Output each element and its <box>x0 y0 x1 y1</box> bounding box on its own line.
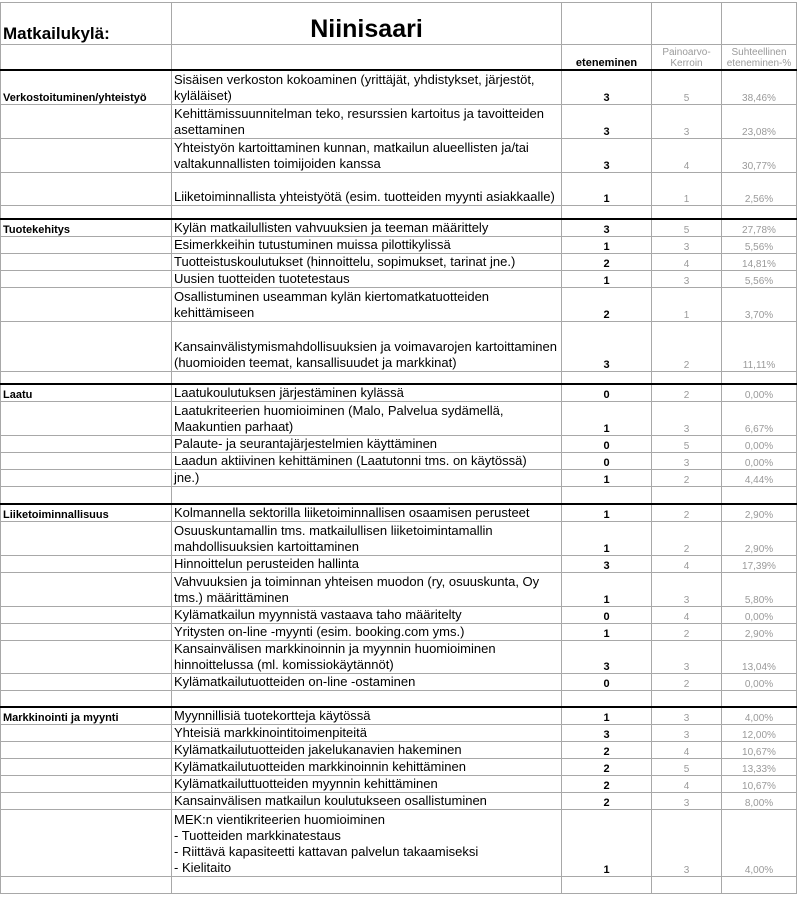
empty-cell <box>1 690 172 707</box>
table-row <box>1 793 797 810</box>
weight-value: 2 <box>652 673 722 690</box>
empty-cell <box>1 270 172 287</box>
progress-value: 0 <box>562 673 652 690</box>
table-row <box>1 402 797 436</box>
progress-value: 2 <box>562 776 652 793</box>
empty-cell <box>1 321 172 371</box>
table-row <box>1 725 797 742</box>
task-text <box>172 690 562 707</box>
table-row <box>1 572 797 606</box>
empty-cell <box>1 793 172 810</box>
weight-value: 3 <box>652 725 722 742</box>
relative-progress-value: 13,33% <box>722 759 797 776</box>
task-text: Kehittämissuunnitelman teko, resurssien kartoitus ja tavoitteiden asettaminen <box>172 105 562 139</box>
weight-value <box>652 690 722 707</box>
task-text: Sisäisen verkoston kokoaminen (yrittäjät, yhdistykset, järjestöt, kyläläiset) <box>172 70 562 105</box>
column-header-row <box>1 45 797 70</box>
section-name: Tuotekehitys <box>1 219 172 237</box>
relative-column-header <box>722 45 797 70</box>
progress-value: 3 <box>562 555 652 572</box>
weight-value <box>652 877 722 894</box>
empty-cell <box>1 606 172 623</box>
relative-progress-value: 0,00% <box>722 606 797 623</box>
table-row <box>1 673 797 690</box>
weight-value: 2 <box>652 321 722 371</box>
task-text <box>172 877 562 894</box>
progress-value: 1 <box>562 236 652 253</box>
relative-progress-value: 10,67% <box>722 776 797 793</box>
relative-progress-value <box>722 690 797 707</box>
relative-progress-value: 30,77% <box>722 139 797 173</box>
empty-cell <box>1 45 172 70</box>
relative-progress-value: 2,90% <box>722 623 797 640</box>
task-text: Myynnillisiä tuotekortteja käytössä <box>172 707 562 725</box>
weight-value: 1 <box>652 287 722 321</box>
table-row <box>1 384 797 402</box>
progress-value: 0 <box>562 453 652 470</box>
relative-progress-value <box>722 206 797 219</box>
weight-value: 4 <box>652 139 722 173</box>
weight-value: 3 <box>652 402 722 436</box>
table-row <box>1 555 797 572</box>
weight-value <box>652 206 722 219</box>
task-text: Palaute- ja seurantajärjestelmien käyttäminen <box>172 436 562 453</box>
task-text: Laatukoulutuksen järjestäminen kylässä <box>172 384 562 402</box>
empty-cell <box>1 139 172 173</box>
empty-cell <box>1 470 172 487</box>
empty-cell <box>1 640 172 673</box>
relative-progress-value <box>722 877 797 894</box>
table-row <box>1 173 797 206</box>
task-text: Laadun aktiivinen kehittäminen (Laatutonni tms. on käytössä) <box>172 453 562 470</box>
weight-value: 2 <box>652 521 722 555</box>
progress-value: 3 <box>562 105 652 139</box>
empty-cell <box>1 810 172 877</box>
progress-value: 3 <box>562 640 652 673</box>
relative-progress-value: 11,11% <box>722 321 797 371</box>
weight-value: 4 <box>652 776 722 793</box>
weight-value: 4 <box>652 742 722 759</box>
relative-progress-value: 3,70% <box>722 287 797 321</box>
task-text: Kansainvälisen markkinoinnin ja myynnin huomioiminen hinnoittelussa (ml. komissiokäytännöt) <box>172 640 562 673</box>
spacer-row <box>1 371 797 384</box>
relative-progress-value: 5,56% <box>722 236 797 253</box>
weight-value: 4 <box>652 253 722 270</box>
section-name: Verkostoituminen/yhteistyö <box>1 70 172 105</box>
spacer-row <box>1 487 797 504</box>
table-row <box>1 606 797 623</box>
empty-cell <box>652 3 722 45</box>
progress-value: 1 <box>562 623 652 640</box>
weight-value: 5 <box>652 219 722 237</box>
progress-value <box>562 487 652 504</box>
progress-value <box>562 206 652 219</box>
weight-value: 3 <box>652 105 722 139</box>
progress-value: 3 <box>562 725 652 742</box>
progress-column-header: eteneminen <box>562 45 652 70</box>
task-text: Kolmannella sektorilla liiketoiminnallisen osaamisen perusteet <box>172 504 562 522</box>
table-row <box>1 139 797 173</box>
task-text: Vahvuuksien ja toiminnan yhteisen muodon (ry, osuuskunta, Oy tms.) määrittäminen <box>172 572 562 606</box>
progress-value: 1 <box>562 707 652 725</box>
village-name: Niinisaari <box>172 3 562 45</box>
table-row <box>1 436 797 453</box>
empty-cell <box>1 742 172 759</box>
weight-value: 3 <box>652 236 722 253</box>
weight-value: 3 <box>652 707 722 725</box>
empty-cell <box>1 555 172 572</box>
progress-value: 2 <box>562 287 652 321</box>
empty-cell <box>722 3 797 45</box>
weight-value: 3 <box>652 810 722 877</box>
relative-progress-value: 0,00% <box>722 436 797 453</box>
task-text: Yhteisiä markkinointitoimenpiteitä <box>172 725 562 742</box>
empty-cell <box>172 45 562 70</box>
table-row <box>1 810 797 877</box>
relative-progress-value: 23,08% <box>722 105 797 139</box>
weight-value: 4 <box>652 606 722 623</box>
empty-cell <box>1 253 172 270</box>
weight-value: 5 <box>652 70 722 105</box>
task-text: Osallistuminen useamman kylän kiertomatkatuotteiden kehittämiseen <box>172 287 562 321</box>
table-row <box>1 70 797 105</box>
progress-value: 3 <box>562 139 652 173</box>
table-row <box>1 623 797 640</box>
table-row <box>1 253 797 270</box>
progress-value: 3 <box>562 70 652 105</box>
task-text: jne.) <box>172 470 562 487</box>
progress-value: 1 <box>562 572 652 606</box>
empty-cell <box>1 623 172 640</box>
weight-value <box>652 371 722 384</box>
relative-progress-value: 5,80% <box>722 572 797 606</box>
task-text <box>172 371 562 384</box>
relative-progress-value: 4,44% <box>722 470 797 487</box>
relative-progress-value: 5,56% <box>722 270 797 287</box>
table-row <box>1 521 797 555</box>
weight-value <box>652 487 722 504</box>
progress-value: 0 <box>562 436 652 453</box>
progress-value: 2 <box>562 793 652 810</box>
table-row <box>1 504 797 522</box>
progress-value: 0 <box>562 384 652 402</box>
tourism-village-table <box>0 2 797 894</box>
weight-header-line1: Painoarvo- <box>662 46 711 58</box>
progress-value: 1 <box>562 402 652 436</box>
spacer-row <box>1 206 797 219</box>
progress-value: 2 <box>562 759 652 776</box>
relative-progress-value: 0,00% <box>722 384 797 402</box>
weight-value: 3 <box>652 793 722 810</box>
relative-progress-value: 4,00% <box>722 707 797 725</box>
relative-progress-value <box>722 487 797 504</box>
progress-value: 1 <box>562 810 652 877</box>
relative-progress-value: 0,00% <box>722 453 797 470</box>
table-row <box>1 453 797 470</box>
empty-cell <box>1 453 172 470</box>
section-name: Markkinointi ja myynti <box>1 707 172 725</box>
village-label: Matkailukylä: <box>1 3 172 45</box>
weight-value: 2 <box>652 504 722 522</box>
relative-progress-value: 12,00% <box>722 725 797 742</box>
relative-header-line2: eteneminen-% <box>726 57 792 69</box>
empty-cell <box>562 3 652 45</box>
empty-cell <box>1 759 172 776</box>
weight-value: 5 <box>652 759 722 776</box>
task-text: Uusien tuotteiden tuotetestaus <box>172 270 562 287</box>
relative-progress-value: 17,39% <box>722 555 797 572</box>
progress-value: 0 <box>562 606 652 623</box>
spacer-row <box>1 877 797 894</box>
weight-value: 5 <box>652 436 722 453</box>
empty-cell <box>1 173 172 206</box>
weight-column-header <box>652 45 722 70</box>
weight-value: 4 <box>652 555 722 572</box>
table-row <box>1 742 797 759</box>
empty-cell <box>1 287 172 321</box>
task-text: Kylämatkailutuotteiden jakelukanavien hakeminen <box>172 742 562 759</box>
table-row <box>1 219 797 237</box>
spacer-row <box>1 690 797 707</box>
empty-cell <box>1 487 172 504</box>
progress-value: 3 <box>562 321 652 371</box>
task-text: Esimerkkeihin tutustuminen muissa pilottikylissä <box>172 236 562 253</box>
progress-value: 1 <box>562 521 652 555</box>
task-text: Kylämatkailutuotteiden on-line -ostaminen <box>172 673 562 690</box>
relative-progress-value <box>722 371 797 384</box>
empty-cell <box>1 521 172 555</box>
weight-value: 2 <box>652 470 722 487</box>
task-text: Kansainvälistymismahdollisuuksien ja voimavarojen kartoittaminen (huomioiden teemat, kansallisuudet ja markkinat) <box>172 321 562 371</box>
task-text: Osuuskuntamallin tms. matkailullisen liiketoimintamallin mahdollisuuksien kartoittaminen <box>172 521 562 555</box>
table-row <box>1 776 797 793</box>
progress-value: 1 <box>562 504 652 522</box>
table-row <box>1 321 797 371</box>
relative-progress-value: 4,00% <box>722 810 797 877</box>
weight-value: 1 <box>652 173 722 206</box>
task-text <box>172 487 562 504</box>
progress-value: 1 <box>562 470 652 487</box>
empty-cell <box>1 776 172 793</box>
table-row <box>1 270 797 287</box>
table-row <box>1 707 797 725</box>
weight-value: 3 <box>652 640 722 673</box>
empty-cell <box>1 436 172 453</box>
task-text: Kylämatkailutuotteiden markkinoinnin kehittäminen <box>172 759 562 776</box>
progress-value: 3 <box>562 219 652 237</box>
relative-progress-value: 8,00% <box>722 793 797 810</box>
weight-value: 3 <box>652 270 722 287</box>
relative-progress-value: 10,67% <box>722 742 797 759</box>
progress-value: 1 <box>562 173 652 206</box>
progress-value: 1 <box>562 270 652 287</box>
relative-progress-value: 38,46% <box>722 70 797 105</box>
empty-cell <box>1 371 172 384</box>
task-text: Yhteistyön kartoittaminen kunnan, matkailun alueellisten ja/tai valtakunnallisten toimijoiden kanssa <box>172 139 562 173</box>
empty-cell <box>1 402 172 436</box>
empty-cell <box>1 877 172 894</box>
task-text: MEK:n vientikriteerien huomioiminen - Tuotteiden markkinatestaus - Riittävä kapasiteetti kattavan palvelun takaamiseksi - Kielitaito <box>172 810 562 877</box>
task-text <box>172 206 562 219</box>
section-name: Laatu <box>1 384 172 402</box>
relative-progress-value: 6,67% <box>722 402 797 436</box>
weight-value: 3 <box>652 453 722 470</box>
table-row <box>1 105 797 139</box>
empty-cell <box>1 206 172 219</box>
progress-value <box>562 371 652 384</box>
section-name: Liiketoiminnallisuus <box>1 504 172 522</box>
relative-progress-value: 2,56% <box>722 173 797 206</box>
task-text: Hinnoittelun perusteiden hallinta <box>172 555 562 572</box>
table-row <box>1 287 797 321</box>
task-text: Yritysten on-line -myynti (esim. booking.com yms.) <box>172 623 562 640</box>
task-text: Laatukriteerien huomioiminen (Malo, Palvelua sydämellä, Maakuntien parhaat) <box>172 402 562 436</box>
progress-value: 2 <box>562 742 652 759</box>
task-text: Tuotteistuskoulutukset (hinnoittelu, sopimukset, tarinat jne.) <box>172 253 562 270</box>
task-text: Kylämatkailuttuotteiden myynnin kehittäminen <box>172 776 562 793</box>
task-text: Liiketoiminnallista yhteistyötä (esim. tuotteiden myynti asiakkaalle) <box>172 173 562 206</box>
empty-cell <box>1 236 172 253</box>
weight-header-line2: Kerroin <box>670 57 703 69</box>
relative-progress-value: 2,90% <box>722 521 797 555</box>
relative-header-line1: Suhteellinen <box>731 46 787 58</box>
empty-cell <box>1 105 172 139</box>
task-text: Kansainvälisen matkailun koulutukseen osallistuminen <box>172 793 562 810</box>
title-row <box>1 3 797 45</box>
progress-value <box>562 690 652 707</box>
empty-cell <box>1 725 172 742</box>
table-row <box>1 470 797 487</box>
empty-cell <box>1 673 172 690</box>
relative-progress-value: 0,00% <box>722 673 797 690</box>
weight-value: 3 <box>652 572 722 606</box>
progress-value <box>562 877 652 894</box>
progress-value: 2 <box>562 253 652 270</box>
task-text: Kylämatkailun myynnistä vastaava taho määritelty <box>172 606 562 623</box>
relative-progress-value: 13,04% <box>722 640 797 673</box>
table-row <box>1 640 797 673</box>
relative-progress-value: 2,90% <box>722 504 797 522</box>
empty-cell <box>1 572 172 606</box>
relative-progress-value: 27,78% <box>722 219 797 237</box>
table-row <box>1 759 797 776</box>
task-text: Kylän matkailullisten vahvuuksien ja teeman määrittely <box>172 219 562 237</box>
relative-progress-value: 14,81% <box>722 253 797 270</box>
weight-value: 2 <box>652 623 722 640</box>
table-row <box>1 236 797 253</box>
weight-value: 2 <box>652 384 722 402</box>
